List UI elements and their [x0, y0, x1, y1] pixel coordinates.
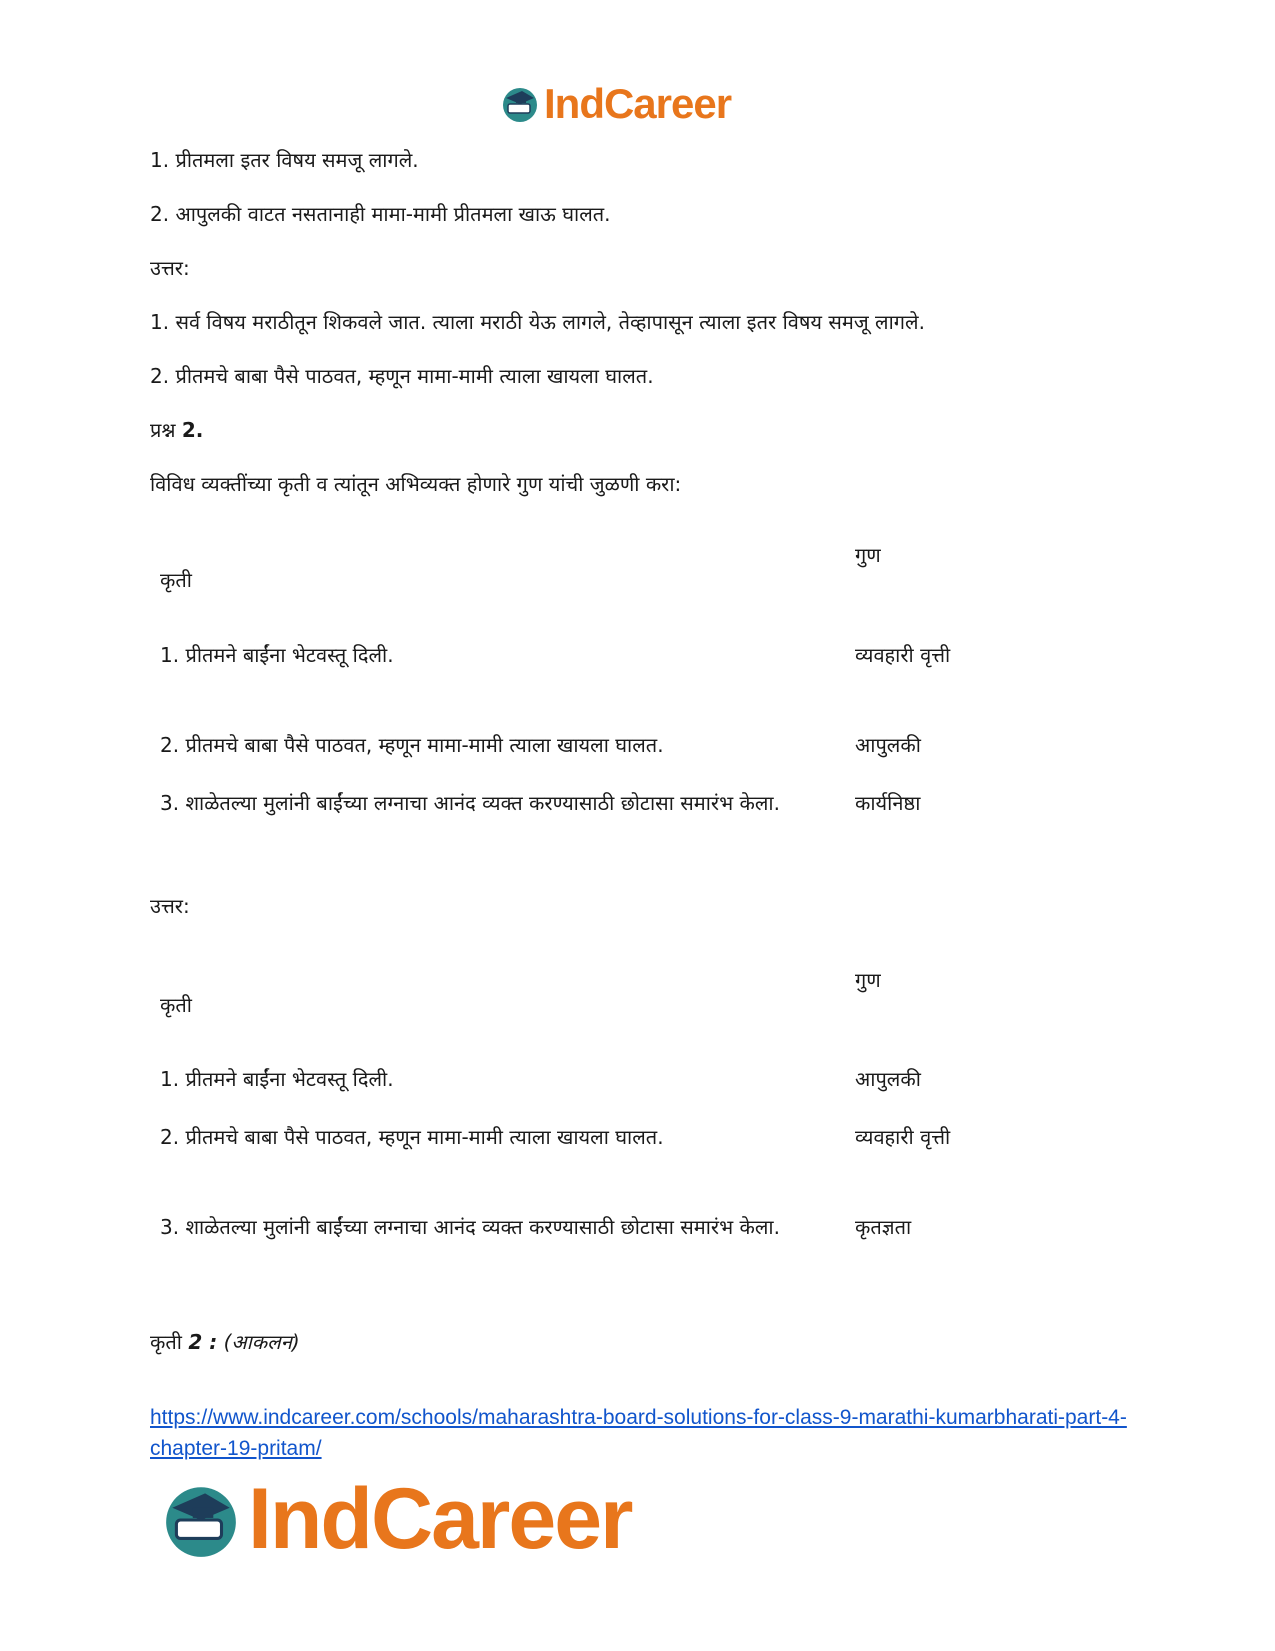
question-number: 2. — [181, 418, 204, 442]
table-row-left: 2. प्रीतमचे बाबा पैसे पाठवत, म्हणून मामा-मामी त्याला खायला घालत. — [160, 1125, 664, 1149]
answer-item-2: 2. प्रीतमचे बाबा पैसे पाठवत, म्हणून मामा-मामी त्याला खायला घालत. — [150, 364, 654, 388]
intro-item-2: 2. आपुलकी वाटत नसतानाही मामा-मामी प्रीतमला खाऊ घालत. — [150, 202, 611, 226]
question-heading — [150, 416, 203, 444]
question-prompt: विविध व्यक्तींच्या कृती व त्यांतून अभिव्यक्त होणारे गुण यांची जुळणी करा: — [150, 472, 682, 496]
table-row-left: 3. शाळेतल्या मुलांनी बाईंच्या लग्नाचा आनंद व्यक्त करण्यासाठी छोटासा समारंभ केला. — [160, 1215, 780, 1239]
activity-heading — [150, 1328, 300, 1356]
activity-number: 2 : — [188, 1330, 218, 1354]
table-row-right: कार्यनिष्ठा — [855, 791, 921, 815]
table-row-right: आपुलकी — [855, 733, 921, 757]
intro-item-1: 1. प्रीतमला इतर विषय समजू लागले. — [150, 148, 419, 172]
table-row-left: 2. प्रीतमचे बाबा पैसे पाठवत, म्हणून मामा-मामी त्याला खायला घालत. — [160, 733, 664, 757]
table-row-left: 1. प्रीतमने बाईंना भेटवस्तू दिली. — [160, 1067, 394, 1091]
graduation-cap-book-icon — [160, 1479, 242, 1561]
table-row-right: कृतज्ञता — [855, 1215, 912, 1239]
answer-label-2: उत्तर: — [150, 894, 190, 918]
logo-wordmark: IndCareer — [544, 80, 732, 127]
table-row-left: 3. शाळेतल्या मुलांनी बाईंच्या लग्नाचा आनंद व्यक्त करण्यासाठी छोटासा समारंभ केला. — [160, 791, 780, 815]
graduation-cap-book-icon — [500, 84, 540, 124]
table-row-right: व्यवहारी वृत्ती — [855, 643, 951, 667]
table-header-kruti: कृती — [160, 568, 192, 592]
source-link[interactable]: https://www.indcareer.com/schools/maharashtra-board-solutions-for-class-9-marathi-kumarbharati-part-4-chapter-19-pritam/ — [150, 1406, 1127, 1460]
activity-label: कृती — [150, 1330, 182, 1354]
answer-label: उत्तर: — [150, 256, 190, 280]
table-row-right: आपुलकी — [855, 1067, 921, 1091]
table-header-gun: गुण — [855, 968, 881, 992]
table-header-gun: गुण — [855, 543, 881, 567]
logo-wordmark: IndCareer — [248, 1471, 632, 1567]
question-label: प्रश्न — [150, 418, 176, 442]
table-row-right: व्यवहारी वृत्ती — [855, 1125, 951, 1149]
table-header-kruti: कृती — [160, 993, 192, 1017]
activity-subtitle: (आकलन) — [223, 1330, 300, 1354]
answer-item-1: 1. सर्व विषय मराठीतून शिकवले जात. त्याला मराठी येऊ लागले, तेव्हापासून त्याला इतर विषय समजू लागले. — [150, 310, 925, 334]
table-row-left: 1. प्रीतमने बाईंना भेटवस्तू दिली. — [160, 643, 394, 667]
indcareer-logo-bottom — [160, 1470, 632, 1569]
indcareer-logo-top — [500, 80, 731, 128]
